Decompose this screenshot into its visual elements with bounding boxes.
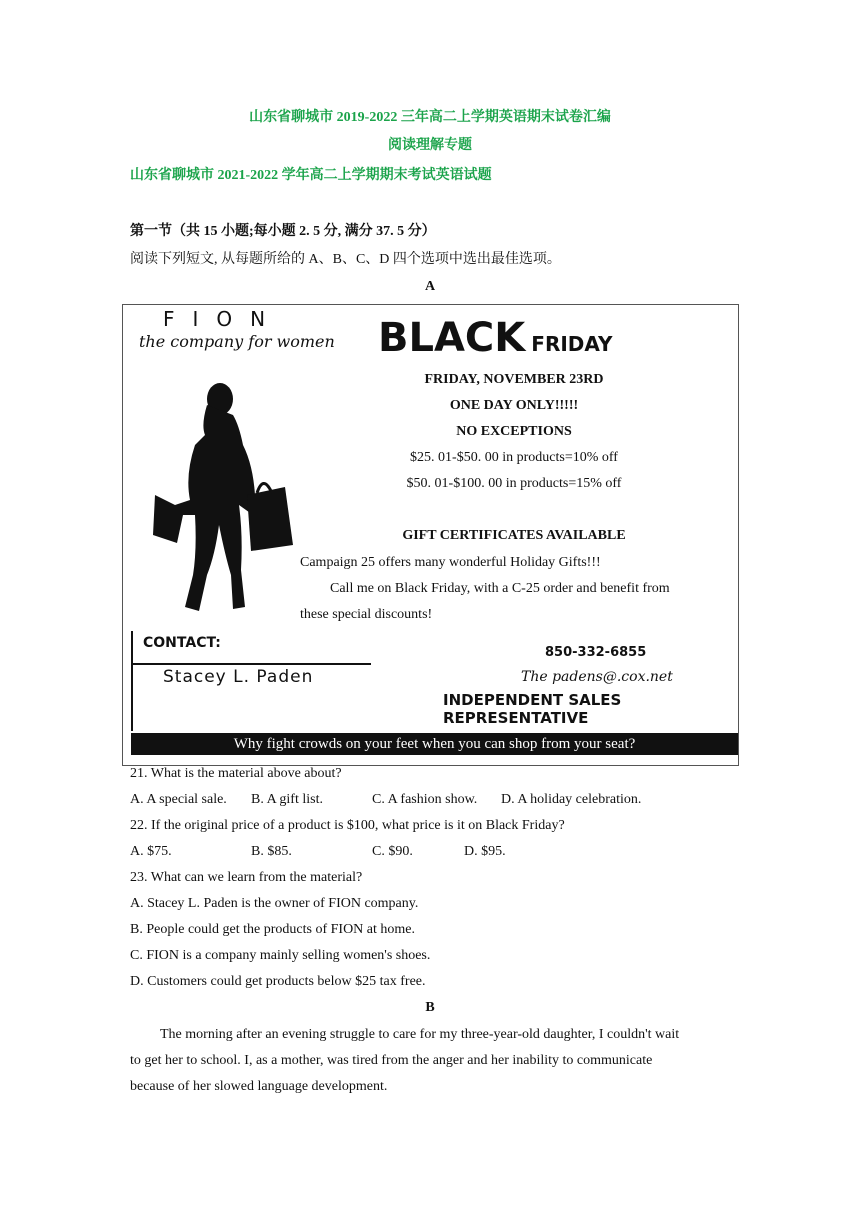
q23-option-d: D. Customers could get products below $25 tax free. xyxy=(130,974,426,989)
q22-option-a: A. $75. xyxy=(130,844,172,859)
passage-b-line-3: because of her slowed language development. xyxy=(130,1079,388,1094)
contact-name: Stacey L. Paden xyxy=(163,667,314,687)
contact-email: The padens@.cox.net xyxy=(521,669,673,685)
section-instruction: 阅读下列短文, 从每题所给的 A、B、C、D 四个选项中选出最佳选项。 xyxy=(130,252,561,267)
contact-label: CONTACT: xyxy=(143,635,221,651)
event-date: FRIDAY, NOVEMBER 23RD xyxy=(424,372,604,387)
call-text-line2: these special discounts! xyxy=(300,607,433,622)
call-text-line1: Call me on Black Friday, with a C-25 order and benefit from xyxy=(330,581,670,596)
contact-section xyxy=(131,631,738,731)
contact-divider xyxy=(131,663,371,665)
brand-tagline: the company for women xyxy=(139,332,335,351)
brand-logo: FION xyxy=(163,307,284,331)
exam-title: 山东省聊城市 2021-2022 学年高二上学期期末考试英语试题 xyxy=(130,168,492,183)
question-21: 21. What is the material above about? xyxy=(130,766,342,781)
q21-option-c: C. A fashion show. xyxy=(372,792,478,807)
q21-option-d: D. A holiday celebration. xyxy=(501,792,642,807)
black-friday-ad xyxy=(122,304,739,766)
q23-option-c: C. FION is a company mainly selling women's shoes. xyxy=(130,948,431,963)
q22-option-d: D. $95. xyxy=(464,844,506,859)
discount-tier-1: $25. 01-$50. 00 in products=10% off xyxy=(410,450,618,465)
q21-option-b: B. A gift list. xyxy=(251,792,323,807)
passage-b-label: B xyxy=(425,1000,435,1015)
contact-phone: 850-332-6855 xyxy=(545,645,647,660)
passage-a-label: A xyxy=(424,279,436,294)
black-friday-heading xyxy=(378,315,612,361)
q22-option-b: B. $85. xyxy=(251,844,292,859)
q23-option-a: A. Stacey L. Paden is the owner of FION company. xyxy=(130,896,419,911)
no-exceptions: NO EXCEPTIONS xyxy=(456,424,572,439)
ad-slogan-banner: Why fight crowds on your feet when you can shop from your seat? xyxy=(131,733,738,755)
passage-b-line-1: The morning after an evening struggle to care for my three-year-old daughter, I couldn't wait xyxy=(160,1027,680,1042)
one-day-only: ONE DAY ONLY!!!!! xyxy=(449,398,579,413)
black-word: BLACK xyxy=(378,315,526,361)
friday-word: FRIDAY xyxy=(531,332,613,356)
discount-tier-2: $50. 01-$100. 00 in products=15% off xyxy=(406,476,622,491)
question-23: 23. What can we learn from the material? xyxy=(130,870,363,885)
passage-b-line-2: to get her to school. I, as a mother, was tired from the anger and her inability to communicate xyxy=(130,1053,653,1068)
gift-certificates: GIFT CERTIFICATES AVAILABLE xyxy=(402,528,626,543)
document-subtitle: 阅读理解专题 xyxy=(388,138,472,153)
shopper-silhouette-image xyxy=(135,375,295,615)
contact-divider-vertical xyxy=(131,631,133,731)
section-heading: 第一节（共 15 小题;每小题 2. 5 分, 满分 37. 5 分） xyxy=(130,224,436,239)
sales-rep-title: INDEPENDENT SALES REPRESENTATIVE xyxy=(443,691,622,727)
campaign-text: Campaign 25 offers many wonderful Holiday Gifts!!! xyxy=(300,555,601,570)
q21-option-a: A. A special sale. xyxy=(130,792,227,807)
document-title: 山东省聊城市 2019-2022 三年高二上学期英语期末试卷汇编 xyxy=(249,110,611,125)
q22-option-c: C. $90. xyxy=(372,844,413,859)
q23-option-b: B. People could get the products of FION at home. xyxy=(130,922,416,937)
question-22: 22. If the original price of a product is $100, what price is it on Black Friday? xyxy=(130,818,565,833)
